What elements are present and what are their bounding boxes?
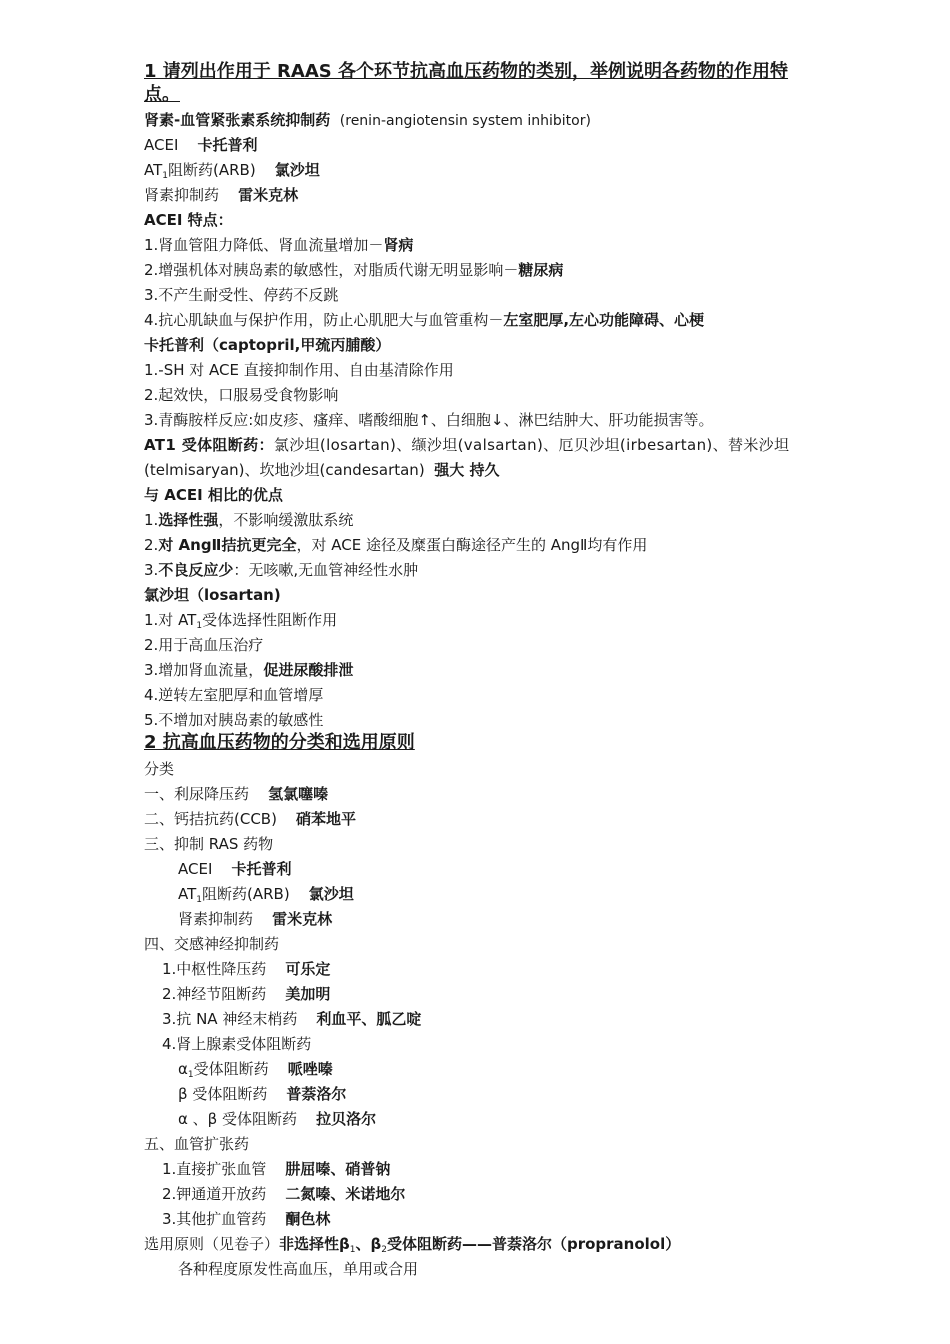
at1-title: AT1 受体阻断药：: [144, 436, 274, 454]
class-drug: 哌唑嗪: [287, 1060, 333, 1078]
class-drug: 硝苯地平: [296, 810, 357, 828]
advantage-number: 3.: [144, 561, 159, 579]
class-adrenergic: 4.肾上腺素受体阻断药: [162, 1035, 312, 1053]
captopril-title-text: 卡托普利（captopril,甲巯丙脯酸）: [144, 336, 391, 354]
class-label-pre: AT: [178, 885, 197, 903]
class-ras-arb: [178, 884, 354, 910]
principle-bold: 非选择性β: [279, 1235, 350, 1253]
class-sympathetic: 四、交感神经抑制药: [144, 935, 280, 953]
feature-bold: 糖尿病: [518, 261, 564, 279]
renin-line: [144, 185, 298, 205]
class-other-dilator: [162, 1209, 330, 1229]
class-drug: 氢氯噻嗪: [268, 785, 329, 803]
losartan-item-2: [144, 635, 263, 655]
advantage-text: ，对 ACE 途径及糜蛋白酶途径产生的 AngⅡ均有作用: [296, 536, 648, 554]
class-drug: 普萘洛尔: [286, 1085, 347, 1103]
class-ganglion: [162, 984, 330, 1004]
losartan-item-5: [144, 710, 323, 730]
captopril-item-3: 3.青酶胺样反应:如皮疹、瘙痒、嗜酸细胞↑、白细胞↓、淋巴结肿大、肝功能损害等。: [144, 411, 714, 429]
class-label-sub: 1: [196, 895, 202, 905]
class-alpha-beta: [178, 1109, 376, 1129]
section2-title: 2 抗高血压药物的分类和选用原则: [144, 732, 415, 753]
class-drug: 氯沙坦: [308, 885, 354, 903]
renin-drug: 雷米克林: [238, 186, 299, 204]
advantage-number: 2.: [144, 536, 159, 554]
class-label: 1.直接扩张血管: [162, 1160, 267, 1178]
item-text: 4.逆转左室肥厚和血管增厚: [144, 686, 324, 704]
class-label: α 、β 受体阻断药: [178, 1110, 297, 1128]
class-label-pre: α: [178, 1060, 188, 1078]
arb-drug: 氯沙坦: [274, 161, 320, 179]
captopril-item-2: 2.起效快，口服易受食物影响: [144, 386, 339, 404]
class-label: ACEI: [178, 860, 213, 878]
class-central: [162, 959, 330, 979]
class-label: 2.神经节阻断药: [162, 985, 267, 1003]
principle-bold: 、β: [355, 1235, 382, 1253]
at1-line-1: [144, 435, 789, 455]
class-drug: 可乐定: [285, 960, 331, 978]
losartan-title: [144, 585, 281, 605]
item-text: 5.不增加对胰岛素的敏感性: [144, 711, 324, 729]
class-vasodilators: 五、血管扩张药: [144, 1135, 250, 1153]
class-k-channel: [162, 1184, 405, 1204]
rasi-english: (renin-angiotensin system inhibitor): [339, 113, 591, 129]
selection-principle-detail: 各种程度原发性高血压，单用或合用: [178, 1260, 419, 1278]
class-drug: 美加明: [285, 985, 331, 1003]
class-ccb: [144, 809, 356, 829]
feature-bold: 肾病: [383, 236, 414, 254]
advantages-title: [144, 485, 283, 505]
arb-label: 阻断药(ARB): [168, 161, 256, 179]
item-text: 2.用于高血压治疗: [144, 636, 264, 654]
losartan-item-4: [144, 685, 323, 705]
rasi-label: 肾素-血管紧张素系统抑制药: [144, 111, 331, 129]
class-label: 3.抗 NA 神经末梢药: [162, 1010, 298, 1028]
at1-drug-list-cont: (telmisaryan)、坎地沙坦(candesartan): [144, 461, 425, 479]
item-text: 3.增加肾血流量，: [144, 661, 264, 679]
class-label: β 受体阻断药: [178, 1085, 268, 1103]
class-label: 3.其他扩血管药: [162, 1210, 267, 1228]
advantage-number: 1.: [144, 511, 159, 529]
acei-features-title-text: ACEI 特点：: [144, 211, 233, 229]
arb-label-pre: AT: [144, 161, 163, 179]
class-drug: 雷米克林: [272, 910, 333, 928]
class-label: 1.中枢性降压药: [162, 960, 267, 978]
losartan-item-3: [144, 660, 353, 680]
class-drug: 卡托普利: [231, 860, 292, 878]
advantage-bold: 不良反应少: [158, 561, 234, 579]
captopril-item-1: 1.-SH 对 ACE 直接抑制作用、自由基清除作用: [144, 361, 454, 379]
selection-principle: [144, 1234, 680, 1260]
arb-line: [144, 160, 320, 186]
class-label: 受体阻断药: [193, 1060, 269, 1078]
feature-bold: 左室肥厚,左心功能障碍、心梗: [503, 311, 705, 329]
acei-line: [144, 135, 257, 155]
class-anti-na: [162, 1009, 421, 1029]
feature-text: 3.不产生耐受性、停药不反跳: [144, 286, 339, 304]
principle-label: 选用原则（见卷子）: [144, 1235, 280, 1253]
class-label: 2.钾通道开放药: [162, 1185, 267, 1203]
advantage-bold: 选择性强: [158, 511, 219, 529]
item-sub: 1: [196, 621, 203, 631]
class-alpha1: [178, 1059, 333, 1085]
class-drug: 拉贝洛尔: [316, 1110, 377, 1128]
acei-feature-1: [144, 235, 413, 255]
class-label: 阻断药(ARB): [202, 885, 290, 903]
acei-drug: 卡托普利: [197, 136, 258, 154]
class-drug: 利血平、胍乙啶: [316, 1010, 422, 1028]
feature-text: 1.肾血管阻力降低、肾血流量增加－: [144, 236, 384, 254]
section1-title-line2: 点。: [144, 84, 180, 105]
advantages-title-text: 与 ACEI 相比的优点: [144, 486, 283, 504]
losartan-item-1: [144, 610, 337, 636]
acei-features-title: [144, 210, 233, 230]
class-drug: 酮色林: [285, 1210, 331, 1228]
arb-sub: 1: [162, 171, 168, 181]
class-ras-acei: [178, 859, 291, 879]
class-diuretics: [144, 784, 328, 804]
at1-drug-list: 氯沙坦(losartan)、缬沙坦(valsartan)、厄贝沙坦(irbesartan)、替米沙坦: [273, 436, 790, 454]
at1-emphasis: 强大 持久: [434, 461, 500, 479]
acei-feature-4: [144, 310, 704, 330]
class-drug: 肼屈嗪、硝普钠: [285, 1160, 391, 1178]
acei-feature-2: [144, 260, 563, 280]
class-direct-dilator: [162, 1159, 390, 1179]
advantage-text: ：无咳嗽,无血管神经性水肿: [233, 561, 419, 579]
advantage-2: [144, 535, 647, 555]
class-label: 肾素抑制药: [178, 910, 254, 928]
principle-bold: 受体阻断药——普萘洛尔（propranolol）: [386, 1235, 681, 1253]
class-label: 一、利尿降压药: [144, 785, 250, 803]
class-beta: [178, 1084, 346, 1104]
class-label-sub: 1: [187, 1070, 194, 1080]
advantage-bold: 对 AngⅡ拮抗更完全: [158, 536, 297, 554]
class-ras-renin: [178, 909, 332, 929]
acei-feature-3: [144, 285, 338, 305]
acei-label: ACEI: [144, 136, 179, 154]
rasi-heading: [144, 110, 591, 131]
feature-text: 4.抗心肌缺血与保护作用，防止心肌肥大与血管重构－: [144, 311, 504, 329]
advantage-3: [144, 560, 418, 580]
class-drug: 二氮嗪、米诺地尔: [285, 1185, 406, 1203]
item-text: 受体选择性阻断作用: [202, 611, 338, 629]
advantage-text: ，不影响缓激肽系统: [218, 511, 354, 529]
feature-text: 2.增强机体对胰岛素的敏感性，对脂质代谢无明显影响－: [144, 261, 519, 279]
classification-label: 分类: [144, 760, 175, 778]
principle-sub: 2: [381, 1245, 387, 1255]
at1-line-2: [144, 460, 499, 480]
item-bold: 促进尿酸排泄: [263, 661, 354, 679]
principle-sub: 1: [349, 1245, 356, 1255]
class-label: 二、钙拮抗药(CCB): [144, 810, 277, 828]
captopril-title: [144, 335, 390, 355]
renin-label: 肾素抑制药: [144, 186, 220, 204]
class-ras: 三、抑制 RAS 药物: [144, 835, 274, 853]
losartan-title-text: 氯沙坦（losartan): [144, 586, 281, 604]
advantage-1: [144, 510, 353, 530]
item-text: 1.对 AT: [144, 611, 197, 629]
section1-title-line1: 1 请列出作用于 RAAS 各个环节抗高血压药物的类别，举例说明各药物的作用特: [144, 61, 789, 82]
